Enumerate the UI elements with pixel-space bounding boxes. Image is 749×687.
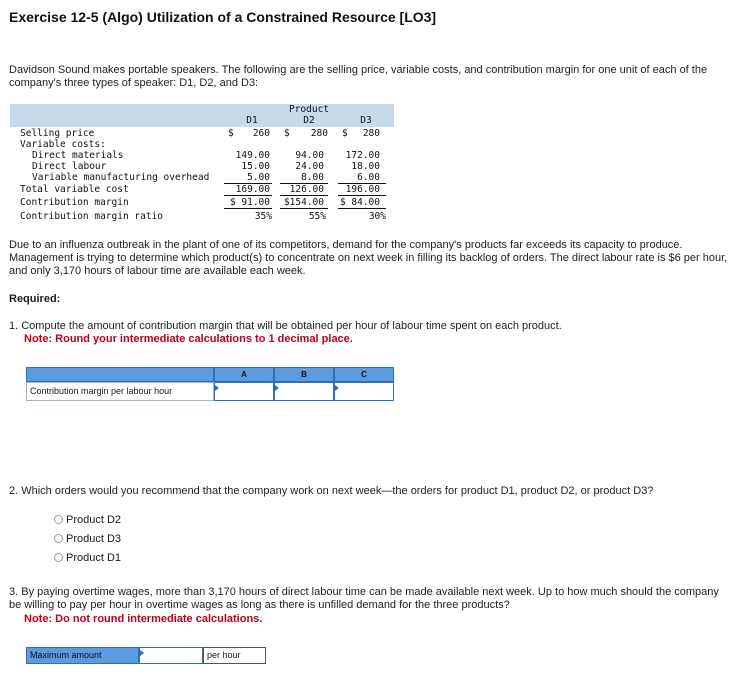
grid-header-a bbox=[214, 367, 274, 382]
exercise-title: Exercise 12-5 (Algo) Utilization of a Constrained Resource [LO3] bbox=[9, 9, 437, 25]
d2-contribution-margin: $154.00 bbox=[283, 197, 324, 208]
d1-selling-price: 260 bbox=[252, 128, 270, 139]
d2-direct-materials: 94.00 bbox=[295, 150, 324, 161]
total-rule bbox=[280, 195, 328, 196]
maximum-amount-input[interactable] bbox=[139, 647, 203, 664]
d3-variable-overhead: 6.00 bbox=[357, 172, 380, 183]
contribution-per-hour-grid bbox=[26, 367, 394, 401]
d2-selling-price: 280 bbox=[310, 128, 328, 139]
option-label: Product D2 bbox=[66, 514, 122, 526]
product-group-header: Product bbox=[288, 104, 330, 115]
d3-direct-materials: 172.00 bbox=[345, 150, 380, 161]
row-label-contribution-margin-ratio: Contribution margin ratio bbox=[20, 211, 163, 222]
grid-header-a-label: A bbox=[241, 370, 247, 379]
double-rule bbox=[280, 208, 328, 209]
d2-direct-labour: 24.00 bbox=[295, 161, 324, 172]
d1-variable-overhead: 5.00 bbox=[247, 172, 270, 183]
cm-per-hour-input-c[interactable] bbox=[334, 382, 394, 401]
row-label-contribution-margin: Contribution margin bbox=[20, 197, 129, 208]
option-product-d2[interactable] bbox=[54, 513, 121, 527]
row-label-direct-labour: Direct labour bbox=[32, 161, 107, 172]
d1-direct-labour: 15.00 bbox=[241, 161, 270, 172]
grid-header-c-label: C bbox=[361, 370, 367, 379]
dollar-sign: $ bbox=[342, 128, 348, 139]
input-marker-icon bbox=[275, 385, 279, 391]
dollar-sign: $ bbox=[284, 128, 290, 139]
grid-header-b-label: B bbox=[301, 370, 307, 379]
option-label: Product D1 bbox=[66, 552, 122, 564]
row-label-selling-price: Selling price bbox=[20, 128, 95, 139]
d2-total-variable-cost: 126.00 bbox=[289, 184, 324, 195]
question-1-text: 1. Compute the amount of contribution margin that will be obtained per hour of labour time spent on each product. bbox=[9, 320, 562, 332]
column-header-d1: D1 bbox=[246, 115, 258, 126]
double-rule bbox=[338, 208, 386, 209]
total-rule bbox=[224, 195, 272, 196]
cost-table bbox=[10, 104, 394, 224]
radio-button-icon[interactable] bbox=[54, 534, 63, 543]
input-marker-icon bbox=[140, 650, 144, 656]
d2-contribution-margin-ratio: 55% bbox=[308, 211, 326, 222]
double-rule bbox=[224, 208, 272, 209]
question-3-note: Note: Do not round intermediate calculations. bbox=[24, 613, 263, 625]
option-product-d1[interactable] bbox=[54, 551, 121, 565]
d1-contribution-margin-ratio: 35% bbox=[254, 211, 272, 222]
per-hour-label: per hour bbox=[203, 647, 266, 664]
required-heading: Required: bbox=[9, 293, 61, 305]
d3-contribution-margin-ratio: 30% bbox=[368, 211, 386, 222]
column-header-d3: D3 bbox=[360, 115, 372, 126]
d1-total-variable-cost: 169.00 bbox=[235, 184, 270, 195]
grid-corner bbox=[26, 367, 214, 382]
radio-button-icon[interactable] bbox=[54, 553, 63, 562]
row-label-direct-materials: Direct materials bbox=[32, 150, 124, 161]
radio-button-icon[interactable] bbox=[54, 515, 63, 524]
row-label-total-variable-cost: Total variable cost bbox=[20, 184, 129, 195]
row-label-variable-costs: Variable costs: bbox=[20, 139, 106, 150]
question-3-text: 3. By paying overtime wages, more than 3,170 hours of direct labour time can be made available next week. Up to how much should the company be willing to pay per hour in overtime wages as long as there is unfilled demand for the three products? bbox=[9, 586, 719, 611]
grid-header-b bbox=[274, 367, 334, 382]
d1-contribution-margin: $ 91.00 bbox=[229, 197, 270, 208]
d3-selling-price: 280 bbox=[362, 128, 380, 139]
option-label: Product D3 bbox=[66, 533, 122, 545]
maximum-amount-label: Maximum amount bbox=[26, 647, 139, 664]
column-header-d2: D2 bbox=[303, 115, 315, 126]
outbreak-paragraph: Due to an influenza outbreak in the plant of one of its competitors, demand for the company's products far exceeds its capacity to produce. Management is trying to determine which product(s) to concentrate on next week in filling its backlog of orders. The direct labour rate is $6 per hour, and only 3,170 hours of labour time are available each week. bbox=[9, 239, 728, 277]
input-marker-icon bbox=[215, 385, 219, 391]
grid-header-c bbox=[334, 367, 394, 382]
cm-per-hour-input-b[interactable] bbox=[274, 382, 334, 401]
dollar-sign: $ bbox=[228, 128, 234, 139]
grid-row-label: Contribution margin per labour hour bbox=[26, 382, 214, 401]
total-rule bbox=[338, 195, 386, 196]
option-product-d3[interactable] bbox=[54, 532, 121, 546]
d2-variable-overhead: 8.00 bbox=[301, 172, 324, 183]
intro-paragraph: Davidson Sound makes portable speakers. The following are the selling price, variable costs, and contribution margin for one unit of each of the company's three types of speaker: D1, D2, and D3: bbox=[9, 64, 708, 89]
row-label-variable-overhead: Variable manufacturing overhead bbox=[32, 172, 210, 183]
question-2-text: 2. Which orders would you recommend that the company work on next week—the orders for product D1, product D2, or product D3? bbox=[9, 485, 654, 497]
cm-per-hour-input-a[interactable] bbox=[214, 382, 274, 401]
question-1-note: Note: Round your intermediate calculations to 1 decimal place. bbox=[24, 333, 353, 345]
input-marker-icon bbox=[335, 385, 339, 391]
d3-total-variable-cost: 196.00 bbox=[345, 184, 380, 195]
d3-contribution-margin: $ 84.00 bbox=[339, 197, 380, 208]
d3-direct-labour: 18.00 bbox=[351, 161, 380, 172]
d1-direct-materials: 149.00 bbox=[235, 150, 270, 161]
